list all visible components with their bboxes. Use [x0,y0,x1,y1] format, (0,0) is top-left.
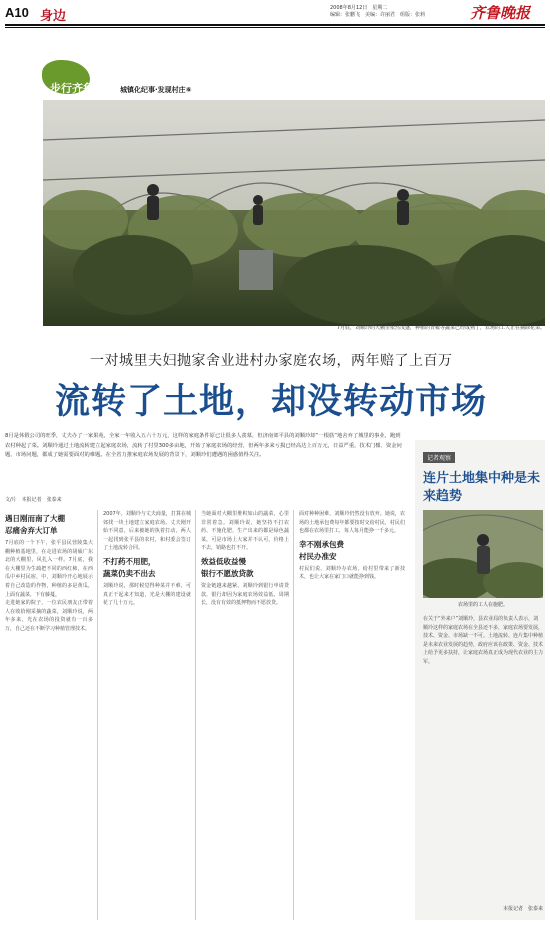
column-subtitle: 城镇化纪事·发现村庄⑥ [120,86,192,94]
article-column-4 [299,510,405,582]
column-divider [97,510,98,920]
newspaper-logo: 齐鲁晚报 [470,4,531,22]
sidebar-photo-caption: 农场里的工人在施肥。 [457,602,508,608]
header-rule [5,24,545,26]
sidebar-credit: 本报记者 张泰来 [502,906,543,912]
date-line [330,5,425,19]
section-name: 身边 [40,9,67,24]
column-paragraph: 村民们说，刘顺玲办农场，给村里带来了新技术，也让大家在家门口就能挣到钱。 [299,565,405,581]
column-subhead: 村民办准安 [299,551,337,561]
column-divider [195,510,196,920]
article-credits: 文/片 本报记者 张泰来 [5,497,62,503]
sidebar-tag: 记者观察 [423,452,455,463]
column-paragraph: 7月底的一个下午，张平县民营陵集大棚种植基地里，在走进农场的胡硕广东北的大棚里，风扎入一样。7月底，我在大棚里为生疏把不同的西红柿，在西瓜中乡村民宿，中，刘顺玲开心地展示着自己改造的作物，种植的多是黄瓜，上面有蔬菜，下有藤蔓。 [5,540,93,598]
issue-date: 2008年8月12日 星期二 [330,5,388,11]
article-column-3 [201,510,289,608]
column-paragraph: 面对种种困难，刘顺玲仍然没有放弃。她说，农场的土地承包费每年都要按时交给村民，村民们也都在农场里打工，每人每月能挣一千多元。 [299,511,405,535]
column-subhead: 效益低收益慢 [201,556,246,566]
greenhouse-photo-art [43,100,545,326]
article-column-1 [5,510,93,634]
photo-caption: 7月底，刘顺玲的大棚里依然茂盛，种植的青椒等蔬菜已经成熟了，农场的工人正在摘除花朵。 [336,325,545,331]
article-subhead: 一对城里夫妇抛家舍业进村办家庭农场，两年赔了上百万 [90,353,453,369]
column-title: 步行齐鲁 [50,82,94,95]
column-subhead: 不打药不用肥， [103,556,156,566]
column-paragraph: 刘顺玲说，那时候觉得种菜并不难，可真正干起来才知道，光是大棚的建设就花了几十万元。 [103,582,191,607]
header-rule-thin [5,27,545,28]
column-paragraph: 走进她家的院子，一位农民朋友正带着人在收拾刚采摘的蔬菜，刘顺玲说，两年多来，光在农场的投资就有一百多万，自己还在不断学习种植管理技术。 [5,600,93,632]
column-subhead: 银行不愿放贷款 [201,568,254,578]
page-number: A10 [5,5,29,20]
editors-line: 编辑：张鹏飞 美编：许丽君 组版：张莉 [330,12,426,18]
greenhouse-photo [43,100,545,326]
sidebar-title: 连片土地集中种是未来趋势 [423,471,541,504]
sidebar-photo-art [423,510,543,598]
sidebar-body: 在关于“外来户”刘顺玲，县农业局的负责人表示，刘顺玲这样的家庭农场在全县还不多，家庭农场要发展，技术、资金、市场缺一不可。土地流转、连片集中种植是未来农业发展的趋势，政府应该在政策、资金、技术上给予更多扶持，让家庭农场真正成为现代农业的主力军。 [423,616,544,665]
column-paragraph: 2007年，刘顺玲与丈夫商量，打算在城郊找一块土地建立家庭农场。丈夫刚开始不同意，后来被她的执着打动，两人一起找到张平县的农村，和村委会签订了土地流转合同。 [103,511,191,552]
column-paragraph: 资金链越来越紧，刘顺玲到银行申请贷款，银行却因为家庭农场效益低、周期长，没有有效的抵押物而不愿放贷。 [201,582,289,607]
column-subhead: 蔬菜仍卖不出去 [103,568,156,578]
column-paragraph: 当她面对大棚里堆积如山的蔬菜，心里非常着急。刘顺玲说，她坚持不打农药、不施化肥，生产出来的都是绿色蔬菜，可是市场上大家并不认可，价格上不去，销路也打不开。 [201,511,289,552]
article-column-2 [103,510,191,608]
column-subhead: 忍痛舍弃大订单 [5,526,58,535]
article-lead: 8月是休假公司的旺季，丈夫办了一家果苑，全家一年收入五六十万元，这样的家庭条件原已让很多人羡慕，但济南郊平县的刘顺玲却“一根筋”地舍弃了城里的事业，跑到农村种起了菜。刘顺玲通过土地流转建立起家庭农场，流转了村里300多亩地，开始了家庭农场的经营，但两年多来亏损已经高达上百万元，日益严重，技术门槛、资金问题、市场问题，都成了她需要面对的难题。在全省力推家庭农场发展的背景下，刘顺玲们遭遇的困惑值得关注。 [5,433,402,458]
column-subhead: 遇日刚而南了大棚 [5,514,65,523]
sidebar-photo [423,510,543,598]
column-divider [293,510,294,920]
column-subhead: 幸不刚承包费 [299,539,344,549]
article-headline: 流转了土地，却没转动市场 [55,382,488,422]
